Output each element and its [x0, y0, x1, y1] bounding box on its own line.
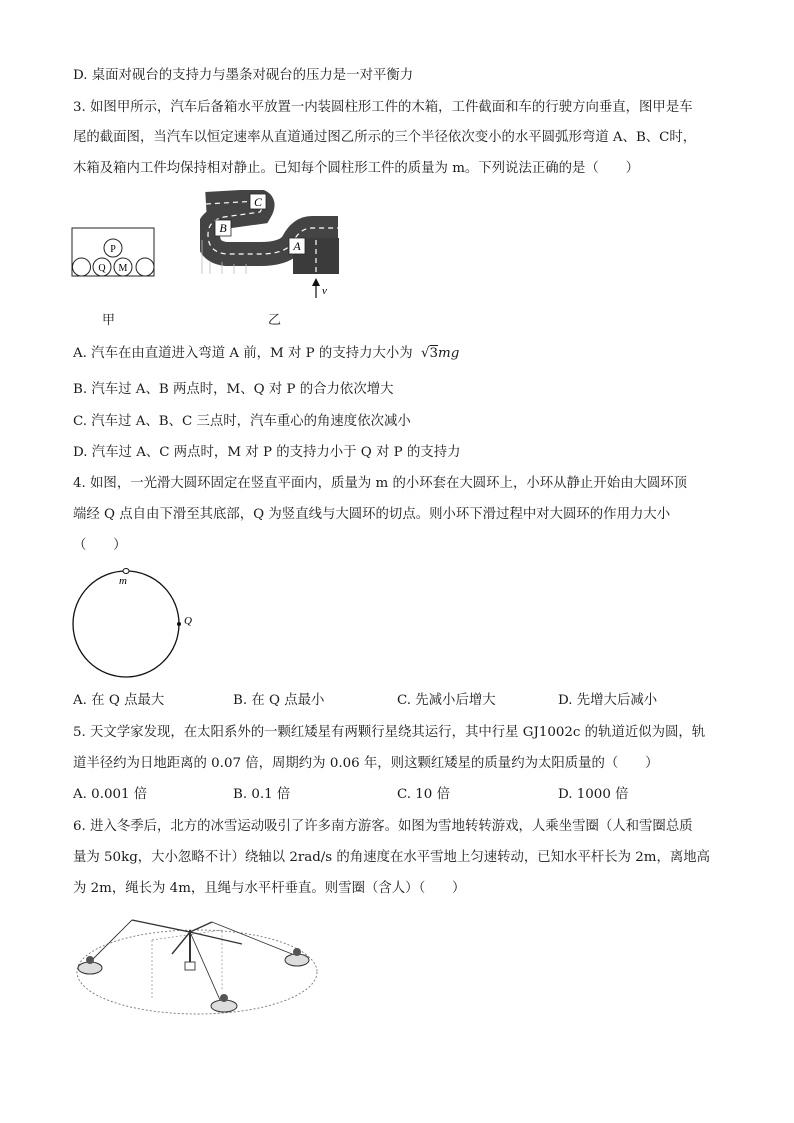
- q3-stem-line-1: 3. 如图甲所示，汽车后备箱水平放置一内装圆柱形工件的木箱，工件截面和车的行驶方向垂直，图甲是车: [73, 100, 693, 115]
- q6-stem-line-3: 为 2m，绳长为 4m，且绳与水平杆垂直。则雪圈（含人）（ ）: [73, 881, 466, 896]
- q5-option-c: C. 10 倍: [397, 787, 450, 802]
- q2-option-d: D. 桌面对砚台的支持力与墨条对砚台的压力是一对平衡力: [73, 68, 414, 83]
- figure-ring: [70, 566, 200, 681]
- q3-stem-line-3: 木箱及箱内工件均保持相对静止。已知每个圆柱形工件的质量为 m。下列说法正确的是（ ）: [73, 161, 639, 176]
- q4-options: [73, 692, 733, 710]
- sqrt-symbol: √3: [420, 346, 439, 361]
- label-a: A: [293, 239, 301, 253]
- q3-stem-line-2: 尾的截面图，当汽车以恒定速率从直道通过图乙所示的三个半径依次变小的水平圆弧形弯道 A、B、C时，: [73, 130, 697, 145]
- q4-option-a: A. 在 Q 点最大: [73, 693, 165, 708]
- figure-snow-ring: [72, 910, 322, 1020]
- q3-option-a-text: A. 汽车在由直道进入弯道 A 前，M 对 P 的支持力大小为: [73, 346, 413, 361]
- label-m: M: [118, 263, 128, 274]
- label-v: v: [322, 285, 327, 297]
- q3-option-b: B. 汽车过 A、B 两点时，M、Q 对 P 的合力依次增大: [73, 382, 394, 397]
- q3-option-d: D. 汽车过 A、C 两点时，M 对 P 的支持力小于 Q 对 P 的支持力: [73, 445, 461, 460]
- figure-jia-caption: 甲: [102, 313, 116, 328]
- label-m-ring: m: [119, 575, 127, 587]
- q5-option-d: D. 1000 倍: [558, 787, 629, 802]
- label-p: P: [110, 244, 116, 255]
- q4-option-d: D. 先增大后减小: [558, 693, 658, 708]
- q3-option-c: C. 汽车过 A、B、C 三点时，汽车重心的角速度依次减小: [73, 414, 411, 429]
- q4-option-c: C. 先减小后增大: [397, 693, 496, 708]
- q6-stem-line-1: 6. 进入冬季后，北方的冰雪运动吸引了许多南方游客。如图为雪地转转游戏，人乘坐雪圈（人和雪圈总质: [73, 819, 693, 834]
- q4-stem-line-3: （ ）: [73, 538, 127, 553]
- q4-stem-line-2: 端经 Q 点自由下滑至其底部，Q 为竖直线与大圆环的切点。则小环下滑过程中对大圆环的作用力大小: [73, 507, 671, 522]
- q5-options: [73, 786, 733, 804]
- label-b: B: [219, 221, 227, 235]
- figure-yi-road: [200, 190, 345, 305]
- q5-option-a: A. 0.001 倍: [73, 787, 148, 802]
- sqrt-radicand: 3: [429, 346, 439, 361]
- q6-stem-line-2: 量为 50kg，大小忽略不计）绕轴以 2rad/s 的角速度在水平雪地上匀速转动，已知水平杆长为 2m，离地高: [73, 850, 711, 865]
- label-q: Q: [98, 263, 106, 274]
- q3-option-a: [73, 345, 459, 363]
- q4-stem-line-1: 4. 如图，一光滑大圆环固定在竖直平面内，质量为 m 的小环套在大圆环上，小环从静止开始由大圆环顶: [73, 476, 688, 491]
- q5-stem-line-1: 5. 天文学家发现，在太阳系外的一颗红矮星有两颗行星绕其运行，其中行星 GJ1002c 的轨道近似为圆，轨: [73, 725, 706, 740]
- q5-option-b: B. 0.1 倍: [233, 787, 291, 802]
- figure-yi-caption: 乙: [268, 313, 282, 328]
- q4-option-b: B. 在 Q 点最小: [233, 693, 325, 708]
- label-c: C: [253, 195, 263, 209]
- q5-stem-line-2: 道半径约为日地距离的 0.07 倍，周期约为 0.06 年，则这颗红矮星的质量约为太阳质量的（ ）: [73, 756, 659, 771]
- q3-option-a-unit: mg: [438, 346, 460, 361]
- figure-jia-box: [71, 227, 156, 279]
- label-q-ring: Q: [184, 615, 192, 627]
